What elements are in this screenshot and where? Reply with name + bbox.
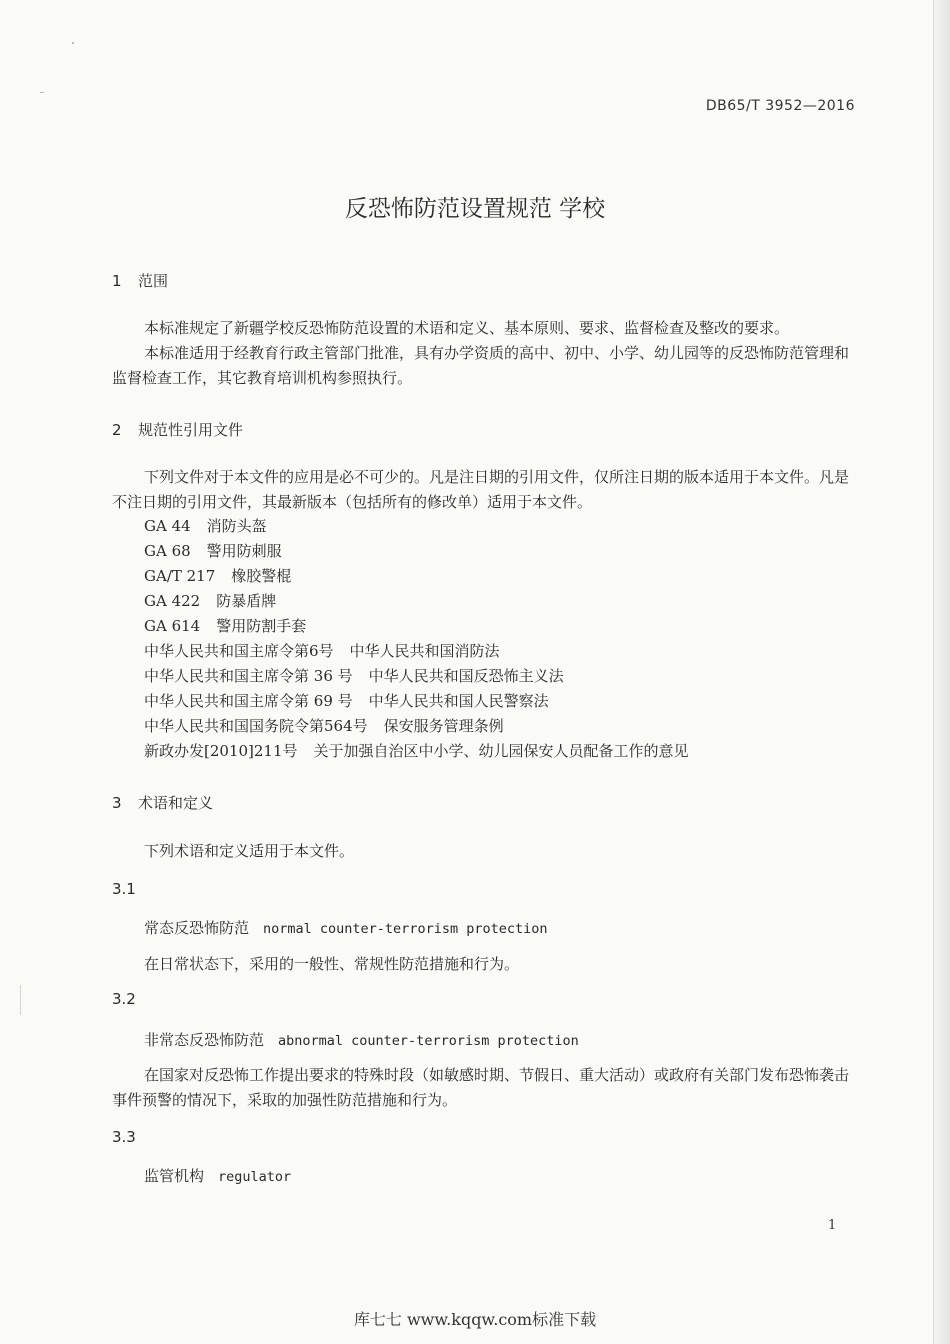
section-3-heading (112, 792, 213, 813)
reference-item: 中华人民共和国国务院令第564号 保安服务管理条例 (144, 717, 504, 735)
reference-item: GA 68 警用防刺服 (144, 542, 282, 560)
standard-code: DB65/T 3952—2016 (705, 98, 855, 114)
term-definition: 在日常状态下，采用的一般性、常规性防范措施和行为。 (144, 955, 520, 973)
section-title: 范围 (138, 272, 169, 290)
scan-speck (72, 42, 74, 44)
reference-item: GA/T 217 橡胶警棍 (144, 567, 292, 585)
section-title: 规范性引用文件 (138, 421, 244, 439)
page-title: 反恐怖防范设置规范 学校 (344, 196, 606, 222)
term-entry (144, 1165, 291, 1186)
reference-item: GA 614 警用防割手套 (144, 617, 307, 635)
scan-speck (40, 92, 44, 93)
scope-paragraph-1: 本标准规定了新疆学校反恐怖防范设置的术语和定义、基本原则、要求、监督检查及整改的要求。 (144, 319, 790, 337)
term-zh: 常态反恐怖防范 (144, 919, 250, 937)
term-zh: 监管机构 (144, 1167, 205, 1185)
reference-list (144, 514, 689, 764)
section-2-heading (112, 419, 243, 440)
term-en: normal counter-terrorism protection (263, 921, 548, 937)
section-1-heading (112, 270, 168, 291)
subsection-number: 3.1 (112, 880, 136, 898)
page-number: 1 (828, 1218, 837, 1233)
reference-item: 中华人民共和国主席令第 36 号 中华人民共和国反恐怖主义法 (144, 667, 564, 685)
reference-item: 中华人民共和国主席令第 69 号 中华人民共和国人民警察法 (144, 692, 549, 710)
term-definition: 在国家对反恐怖工作提出要求的特殊时段（如敏感时期、节假日、重大活动）或政府有关部门发布恐怖袭击事件预警的情况下，采取的加强性防范措施和行为。 (112, 1066, 850, 1109)
reference-item: 中华人民共和国主席令第6号 中华人民共和国消防法 (144, 642, 500, 660)
references-intro: 下列文件对于本文件的应用是必不可少的。凡是注日期的引用文件，仅所注日期的版本适用于本文件。凡是不注日期的引用文件，其最新版本（包括所有的修改单）适用于本文件。 (112, 468, 850, 511)
term-entry (144, 917, 548, 938)
scan-mark (20, 985, 21, 1015)
term-en: regulator (218, 1169, 292, 1185)
scope-paragraph-2: 本标准适用于经教育行政主管部门批准，具有办学资质的高中、初中、小学、幼儿园等的反恐怖防范管理和监督检查工作，其它教育培训机构参照执行。 (112, 344, 850, 387)
section-title: 术语和定义 (138, 794, 214, 812)
subsection-number: 3.3 (112, 1128, 136, 1146)
term-entry (144, 1029, 579, 1050)
section-number: 1 (112, 272, 122, 290)
term-en: abnormal counter-terrorism protection (278, 1033, 579, 1049)
section-number: 3 (112, 794, 122, 812)
terms-intro: 下列术语和定义适用于本文件。 (144, 842, 355, 860)
section-number: 2 (112, 421, 122, 439)
reference-item: GA 44 消防头盔 (144, 517, 267, 535)
reference-item: 新政办发[2010]211号 关于加强自治区中小学、幼儿园保安人员配备工作的意见 (144, 742, 689, 760)
term-zh: 非常态反恐怖防范 (144, 1031, 265, 1049)
subsection-number: 3.2 (112, 990, 136, 1008)
reference-item: GA 422 防暴盾牌 (144, 592, 277, 610)
footer-watermark: 库七七 www.kqqw.com标准下载 (353, 1310, 597, 1329)
